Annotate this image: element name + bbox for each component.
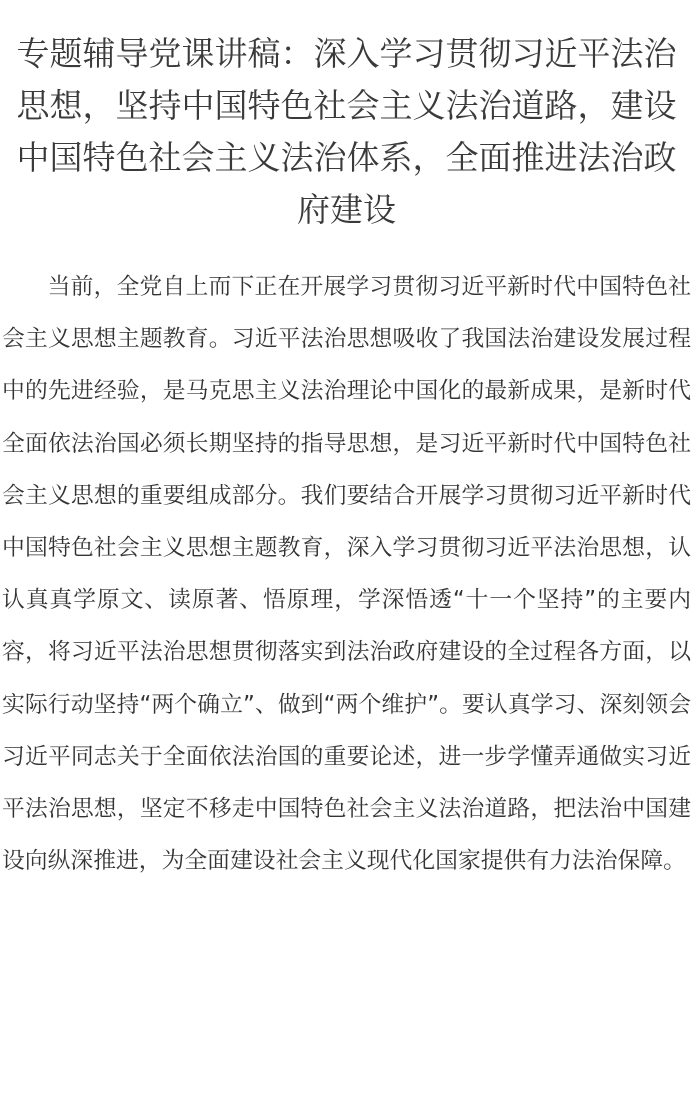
- article-paragraph: 当前，全党自上而下正在开展学习贯彻习近平新时代中国特色社会主义思想主题教育。习近平法治思想吸收了我国法治建设发展过程中的先进经验，是马克思主义法治理论中国化的最新成果，是新时代全面依法治国必须长期坚持的指导思想，是习近平新时代中国特色社会主义思想的重要组成部分。我们要结合开展学习贯彻习近平新时代中国特色社会主义思想主题教育，深入学习贯彻习近平法治思想，认认真真学原文、读原著、悟原理，学深悟透“十一个坚持”的主要内容，将习近平法治思想贯彻落实到法治政府建设的全过程各方面，以实际行动坚持“两个确立”、做到“两个维护”。要认真学习、深刻领会习近平同志关于全面依法治国的重要论述，进一步学懂弄通做实习近平法治思想，坚定不移走中国特色社会主义法治道路，把法治中国建设向纵深推进，为全面建设社会主义现代化国家提供有力法治保障。: [2, 274, 691, 875]
- article-title: 专题辅导党课讲稿：深入学习贯彻习近平法治思想，坚持中国特色社会主义法治道路，建设中国特色社会主义法治体系，全面推进法治政府建设: [16, 34, 677, 229]
